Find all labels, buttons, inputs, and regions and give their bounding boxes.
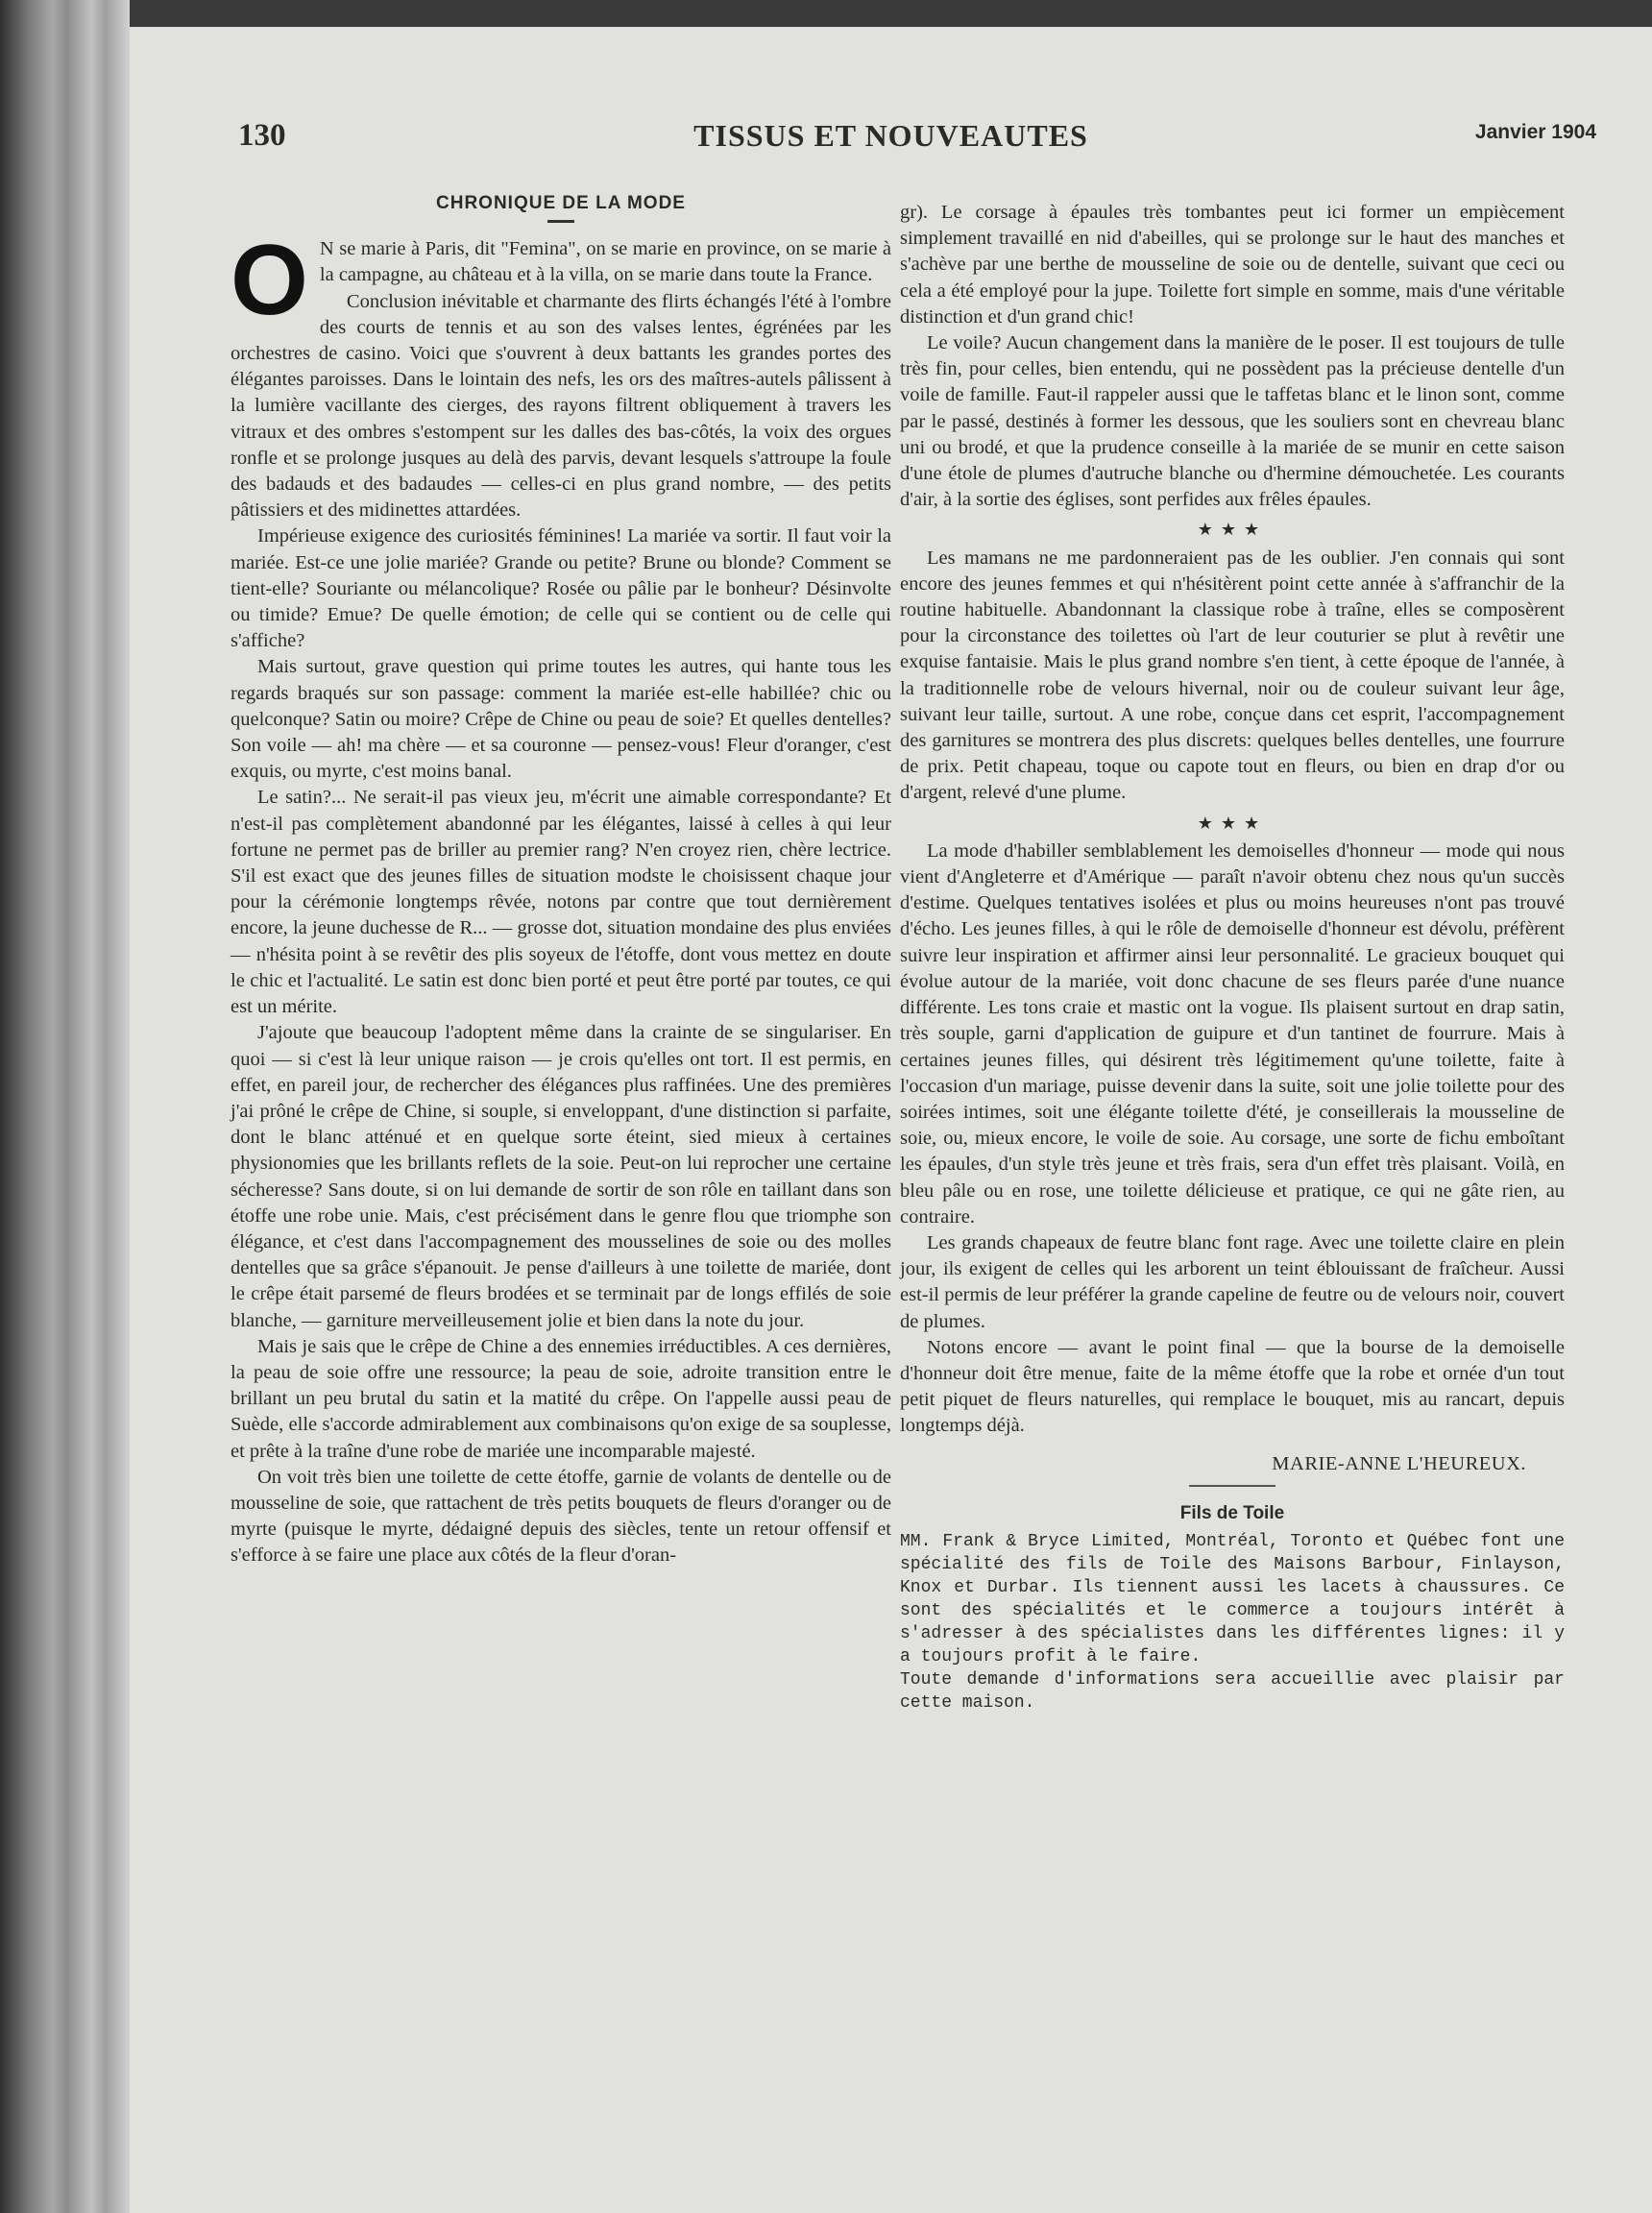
page-number: 130: [238, 118, 286, 153]
notice-box: [900, 1530, 1565, 1714]
notice-paragraph: MM. Frank & Bryce Limited, Montréal, Toronto et Québec font une spécialité des fils de Toile des Maisons Barbour, Finlayson, Knox et Durbar. Ils tiennent aussi les lacets à chaussures. Ce sont des spécialités et le commerce a toujours intérêt à s'adresser à des spécialistes dans les différentes lignes: il y a toujours profit à le faire.: [900, 1531, 1565, 1666]
notice-paragraph: Toute demande d'informations sera accueillie avec plaisir par cette maison.: [900, 1669, 1565, 1713]
article-paragraph: Mais surtout, grave question qui prime toutes les autres, qui hante tous les regards braqués sur son passage: comment la mariée est-elle habillée? chic ou quelconque? Satin ou moire? Crêpe de Chine ou peau de soie? Et quelles dentelles? Son voile — ah! ma chère — et sa couronne — pensez-vous! Fleur d'oranger, c'est exquis, ou myrte, c'est moins banal.: [231, 656, 891, 783]
section-divider-stars: ★★★: [1197, 520, 1268, 540]
article-paragraph: Mais je sais que le crêpe de Chine a des ennemies irréductibles. A ces dernières, la peau de soie offre une ressource; la peau de soie, adroite transition entre le brillant un peu brutal du satin et la matité du crêpe. On l'appelle aussi peau de Suède, elle s'accorde admirablement aux combinaisons qu'on exige de sa souplesse, et prête à la traîne d'une robe de mariée une incomparable majesté.: [231, 1335, 891, 1462]
article-paragraph: On voit très bien une toilette de cette étoffe, garnie de volants de dentelle ou de mousseline de soie, que rattachent de très petits bouquets de fleurs d'oranger ou de myrte (puisque le myrte, dédaigné depuis des siècles, tente un retour offensif et s'efforce à se faire une place aux côtés de la fleur d'oran-: [231, 1466, 891, 1567]
article-paragraph: Notons encore — avant le point final — que la bourse de la demoiselle d'honneur doit être menue, faite de la même étoffe que la robe et ornée d'un tout petit piquet de fleurs naturelles, qui remplace le bouquet, mis au rancart, depuis longtemps déjà.: [900, 1336, 1565, 1437]
article-paragraph: La mode d'habiller semblablement les demoiselles d'honneur — mode qui nous vient d'Angleterre et d'Amérique — paraît n'avoir obtenu chez nous qu'un succès d'estime. Quelques tentatives isolées et plus ou moins heureuses n'ont pas trouvé d'écho. Les jeunes filles, à qui le rôle de demoiselle d'honneur est dévolu, préfèrent suivre leur inspiration et affirmer ainsi leur personnalité. Le gracieux bouquet qui évolue autour de la mariée, voit donc chacune de ses fleurs parée d'une nuance différente. Les tons craie et mastic ont la vogue. Ils plaisent surtout en drap satin, très souple, garni d'application de guipure et d'un tantinet de fourrure. Mais à certaines jeunes filles, qui désirent très légitimement qu'une toilette, faite à l'occasion d'un mariage, puisse devenir dans la suite, soit une jolie toilette pour des soirées intimes, soit une élégante toilette d'été, je conseillerais la mousseline de soie, ou, mieux encore, le voile de soie. Au corsage, une sorte de fichu emboîtant les épaules, d'un style très jeune et très frais, sera d'un effet très plaisant. Voilà, en bleu pâle ou en rose, une toilette délicieuse et pratique, ce qui ne gâte rien, au contraire.: [900, 839, 1565, 1228]
article-paragraph: Le satin?... Ne serait-il pas vieux jeu, m'écrit une aimable correspondante? Et n'est-il pas complètement abandonné par les élégantes, laissé à celles à qui leur fortune ne permet pas de briller au premier rang? N'en croyez rien, chère lectrice. S'il est exact que des jeunes filles de situation modste le choisissent chaque jour pour la cérémonie longtemps rêvée, notons par contre que tout dernièrement encore, la jeune duchesse de R... — grosse dot, situation mondaine des plus enviées — n'hésita point à se revêtir des plis soyeux de l'étoffe, dont vous mettez en doute le chic et l'actualité. Le satin est donc bien porté et peut être porté par toutes, ce qui est un mérite.: [231, 787, 891, 1018]
article-paragraph: J'ajoute que beaucoup l'adoptent même dans la crainte de se singulariser. En quoi — si c'est là leur unique raison — je crois qu'elles ont tort. Il est permis, en effet, en pareil jour, de rechercher des élégances plus raffinées. Une des premières j'ai prôné le crêpe de Chine, si souple, si enveloppant, d'une distinction si parfaite, dont le blanc atténué et en quelque sorte éteint, sied mieux à certaines physionomies que les brillants reflets de la soie. Peut-on lui reprocher une certaine sécheresse? Sans doute, si on lui demande de sortir de son rôle en taillant dans son étoffe une robe unie. Mais, c'est précisément dans le genre flou que triomphe son élégance, et c'est dans l'accompagnement des mousselines de soie ou des molles dentelles que sa grâce s'épanouit. Je pense d'ailleurs à une toilette de mariée, dont le crêpe était parsemé de fleurs brodées et se terminait par de longs effilés de soie blanche, — garniture merveilleusement jolie et bien dans la note du jour.: [231, 1022, 891, 1331]
magazine-page: [130, 27, 1652, 2213]
right-column: [900, 200, 1565, 1714]
article-paragraph: Le voile? Aucun changement dans la manière de le poser. Il est toujours de tulle très fin, pour celles, bien entendu, qui ne possèdent pas la précieuse dentelle d'un voile de famille. Faut-il rappeler aussi que le taffetas blanc et le linon sont, comme par le passé, destinés à former les dessous, que les souliers sont en chevreau blanc uni ou brodé, et que la prudence conseille à la mariée de se munir en cette saison d'une étole de plumes d'autruche blanche ou d'hermine démouchetée. Les courants d'air, à la sortie des églises, sont perfides aux frêles épaules.: [900, 332, 1565, 511]
section-divider-stars: ★★★: [1197, 813, 1268, 833]
article-paragraph: gr). Le corsage à épaules très tombantes peut ici former un empiècement simplement travaillé en nid d'abeilles, qui se prolonge sur le haut des manches et s'achève par une berthe de mousseline de soie ou de dentelle, suivant que ceci ou cela a été employé pour la jupe. Toilette fort simple en somme, mais d'une véritable distinction et d'un grand chic!: [900, 202, 1565, 328]
signature-rule: [1189, 1485, 1275, 1487]
author-signature: MARIE-ANNE L'HEUREUX.: [1272, 1452, 1526, 1474]
binding-edge: [0, 0, 130, 2213]
title-rule: [547, 220, 574, 223]
article-paragraph: Les mamans ne me pardonneraient pas de les oublier. J'en connais qui sont encore des jeunes femmes et qui n'hésitèrent point cette année à s'affranchir de la routine habituelle. Abandonnant la classique robe à traîne, elles se composèrent pour la circonstance des toilettes où l'art de leur couturier se plut à revêtir une exquise fantaisie. Mais le plus grand nombre s'en tient, à cette époque de l'année, à la traditionnelle robe de velours hivernal, noir ou de couleur suivant leur âge, suivant leur taille, surtout. A une robe, conçue dans cet esprit, l'accompagnement des garnitures se montrera des plus discrets: quelques belles dentelles, une fourrure de prix. Petit chapeau, toque ou capote tout en fleurs, ou bien en drap d'or ou d'argent, relevé d'une plume.: [900, 547, 1565, 804]
article-title: CHRONIQUE DE LA MODE: [436, 193, 686, 213]
notice-title: Fils de Toile: [1179, 1502, 1285, 1523]
drop-cap: O: [231, 225, 308, 337]
article-paragraph: Impérieuse exigence des curiosités féminines! La mariée va sortir. Il faut voir la mariée. Est-ce une jolie mariée? Grande ou petite? Brune ou blonde? Comment se tient-elle? Souriante ou mélancolique? Rosée ou pâlie par le bonheur? Désinvolte ou timide? Emue? De quelle émotion; de celle qui se contient ou de celle qui s'affiche?: [231, 525, 891, 652]
article-paragraph: Les grands chapeaux de feutre blanc font rage. Avec une toilette claire en plein jour, ils exigent de celles qui les arborent un teint éblouissant de fraîcheur. Aussi est-il permis de leur préférer la grande capeline de feutre ou de velours noir, couvert de plumes.: [900, 1231, 1565, 1332]
page-header: [130, 27, 1652, 171]
article-paragraph: Conclusion inévitable et charmante des flirts échangés l'été à l'ombre des courts de tennis et au son des valses lentes, égrénées par les orchestres de casino. Voici que s'ouvrent à deux battants les grandes portes des élégantes paroisses. Dans le lointain des nefs, les ors des maîtres-autels pâlissent à la lumière vacillante des cierges, des rayons filtrent obliquement à travers les vitraux et des ombres s'estompent sur les dalles des bas-côtés, la voix des orgues ronfle et se prolonge jusques au delà des parvis, devant lesquels s'attroupe la foule des badauds et des badaudes — celles-ci en plus grand nombre, — des petits pâtissiers et des midinettes attardées.: [231, 290, 891, 522]
journal-title: TISSUS ET NOUVEAUTES: [693, 118, 1088, 153]
issue-date: Janvier 1904: [1474, 121, 1596, 143]
article-paragraph: N se marie à Paris, dit "Femina", on se marie en province, on se marie à la campagne, au château et à la villa, on se marie dans toute la France.: [319, 238, 891, 286]
left-column: [231, 190, 891, 1569]
